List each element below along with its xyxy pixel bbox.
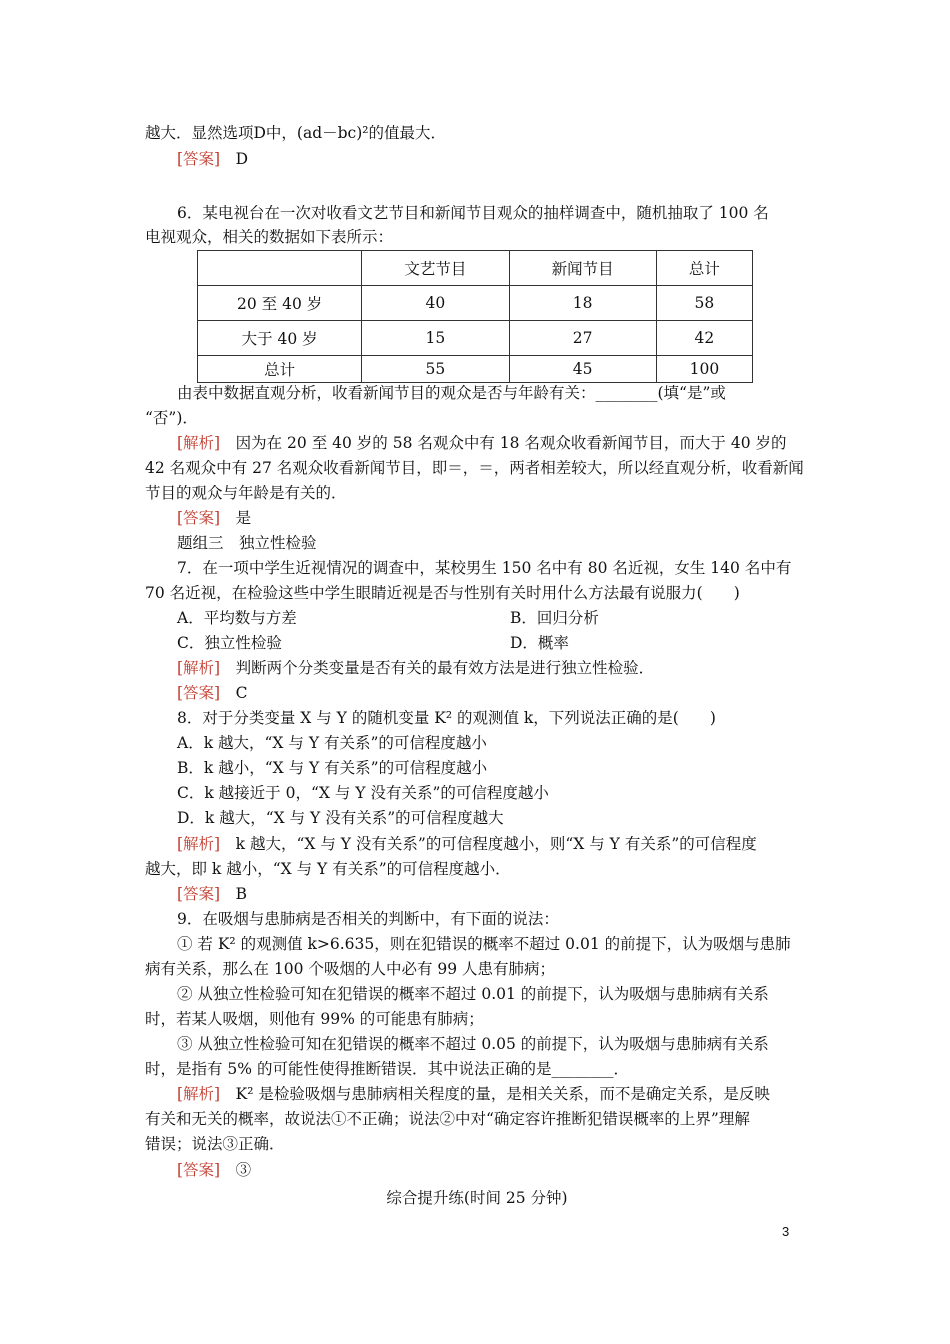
option-c: C．独立性检验 bbox=[177, 634, 282, 652]
analysis-line bbox=[177, 430, 809, 456]
statement-3-line-1: ③ 从独立性检验可知在犯错误的概率不超过 0.05 的前提下，认为吸烟与患肺病有关系 bbox=[177, 1035, 769, 1053]
analysis-line: 42 名观众中有 27 名观众收看新闻节目，即＝，＝，两者相差较大，所以经直观分析，收看新闻 bbox=[145, 459, 804, 477]
statement-1-line-2: 病有关系，那么在 100 个吸烟的人中必有 99 人患有肺病； bbox=[145, 960, 556, 978]
table-row bbox=[198, 356, 753, 383]
option-d: D．概率 bbox=[510, 634, 569, 652]
answer-line bbox=[177, 146, 809, 172]
analysis-tag: [解析] bbox=[177, 835, 221, 853]
table-cell: 40 bbox=[362, 286, 509, 321]
table-cell: 总计 bbox=[198, 356, 362, 383]
analysis-text: 因为在 20 至 40 岁的 58 名观众中有 18 名观众收看新闻节目，而大于 40 岁的 bbox=[235, 434, 787, 452]
data-table bbox=[197, 250, 753, 383]
analysis-text: K² 是检验吸烟与患肺病相关程度的量，是相关关系，而不是确定关系，是反映 bbox=[235, 1085, 770, 1103]
question-6-line-4: “否”)． bbox=[145, 409, 198, 427]
table-cell: 45 bbox=[509, 356, 656, 383]
analysis-line bbox=[177, 831, 809, 857]
statement-3-line-2: 时，是指有 5% 的可能性使得推断错误．其中说法正确的是________． bbox=[145, 1060, 629, 1078]
table-header-cell: 总计 bbox=[656, 251, 752, 286]
analysis-text: k 越大，“X 与 Y 没有关系”的可信程度越小，则“X 与 Y 有关系”的可信程度 bbox=[235, 835, 757, 853]
answer-tag: [答案] bbox=[177, 885, 221, 903]
question-9: 9．在吸烟与患肺病是否相关的判断中，有下面的说法： bbox=[177, 910, 559, 928]
answer-text: C bbox=[235, 684, 248, 702]
question-6-line-2: 电视观众，相关的数据如下表所示： bbox=[145, 228, 394, 246]
answer-tag: [答案] bbox=[177, 509, 221, 527]
answer-line bbox=[177, 881, 809, 907]
option-b: B．回归分析 bbox=[510, 609, 599, 627]
option-b: B．k 越小，“X 与 Y 有关系”的可信程度越小 bbox=[177, 759, 488, 777]
answer-text: B bbox=[235, 885, 248, 903]
analysis-line: 越大，即 k 越小，“X 与 Y 有关系”的可信程度越小． bbox=[145, 860, 511, 878]
table-header-row bbox=[198, 251, 753, 286]
analysis-tag: [解析] bbox=[177, 1085, 221, 1103]
question-8: 8．对于分类变量 X 与 Y 的随机变量 K² 的观测值 k，下列说法正确的是( ) bbox=[177, 709, 716, 727]
answer-line bbox=[177, 1157, 809, 1183]
table-cell: 55 bbox=[362, 356, 509, 383]
answer-text: D bbox=[235, 150, 249, 168]
section-heading: 综合提升练(时间 25 分钟) bbox=[386, 1189, 568, 1207]
table-row bbox=[198, 321, 753, 356]
statement-1-line-1: ① 若 K² 的观测值 k>6.635，则在犯错误的概率不超过 0.01 的前提下，认为吸烟与患肺 bbox=[177, 935, 791, 953]
question-7-line-2: 70 名近视，在检验这些中学生眼睛近视是否与性别有关时用什么方法最有说服力( ) bbox=[145, 584, 740, 602]
option-a: A．k 越大，“X 与 Y 有关系”的可信程度越小 bbox=[177, 734, 487, 752]
question-6-line-3: 由表中数据直观分析，收看新闻节目的观众是否与年龄有关：________(填“是”或 bbox=[177, 384, 726, 402]
table-cell: 大于 40 岁 bbox=[198, 321, 362, 356]
table-header-cell: 新闻节目 bbox=[509, 251, 656, 286]
page-number: 3 bbox=[782, 1224, 790, 1239]
table-header-cell: 文艺节目 bbox=[362, 251, 509, 286]
answer-text: 是 bbox=[235, 509, 252, 527]
table-header-cell bbox=[198, 251, 362, 286]
statement-2-line-1: ② 从独立性检验可知在犯错误的概率不超过 0.01 的前提下，认为吸烟与患肺病有关系 bbox=[177, 985, 769, 1003]
analysis-line bbox=[177, 1081, 809, 1107]
answer-line bbox=[177, 680, 809, 706]
answer-line bbox=[177, 505, 809, 531]
analysis-text: 判断两个分类变量是否有关的最有效方法是进行独立性检验． bbox=[235, 659, 655, 677]
analysis-line bbox=[177, 655, 809, 681]
table-cell: 58 bbox=[656, 286, 752, 321]
answer-tag: [答案] bbox=[177, 684, 221, 702]
analysis-tag: [解析] bbox=[177, 434, 221, 452]
question-6-line-1: 6．某电视台在一次对收看文艺节目和新闻节目观众的抽样调查中，随机抽取了 100 名 bbox=[177, 204, 769, 222]
table-cell: 42 bbox=[656, 321, 752, 356]
table-row bbox=[198, 286, 753, 321]
table-cell: 15 bbox=[362, 321, 509, 356]
analysis-line: 节目的观众与年龄是有关的． bbox=[145, 484, 347, 502]
statement-2-line-2: 时，若某人吸烟，则他有 99% 的可能患有肺病； bbox=[145, 1010, 484, 1028]
answer-tag: [答案] bbox=[177, 1161, 221, 1179]
table-cell: 27 bbox=[509, 321, 656, 356]
group-heading: 题组三 独立性检验 bbox=[177, 534, 317, 552]
analysis-line: 有关和无关的概率，故说法①不正确；说法②中对“确定容许推断犯错误概率的上界”理解 bbox=[145, 1110, 750, 1128]
analysis-tag: [解析] bbox=[177, 659, 221, 677]
table-cell: 100 bbox=[656, 356, 752, 383]
option-a: A．平均数与方差 bbox=[177, 609, 297, 627]
options-row bbox=[177, 630, 809, 656]
option-c: C．k 越接近于 0，“X 与 Y 没有关系”的可信程度越小 bbox=[177, 784, 549, 802]
answer-tag: [答案] bbox=[177, 150, 221, 168]
options-row bbox=[177, 605, 809, 631]
question-7-line-1: 7．在一项中学生近视情况的调查中，某校男生 150 名中有 80 名近视，女生 140 名中有 bbox=[177, 559, 792, 577]
option-d: D．k 越大，“X 与 Y 没有关系”的可信程度越大 bbox=[177, 809, 504, 827]
table-cell: 20 至 40 岁 bbox=[198, 286, 362, 321]
analysis-line: 错误；说法③正确． bbox=[145, 1135, 285, 1153]
table-cell: 18 bbox=[509, 286, 656, 321]
text-line: 越大．显然选项D中，(ad－bc)²的值最大． bbox=[145, 124, 447, 142]
answer-text: ③ bbox=[235, 1161, 252, 1179]
